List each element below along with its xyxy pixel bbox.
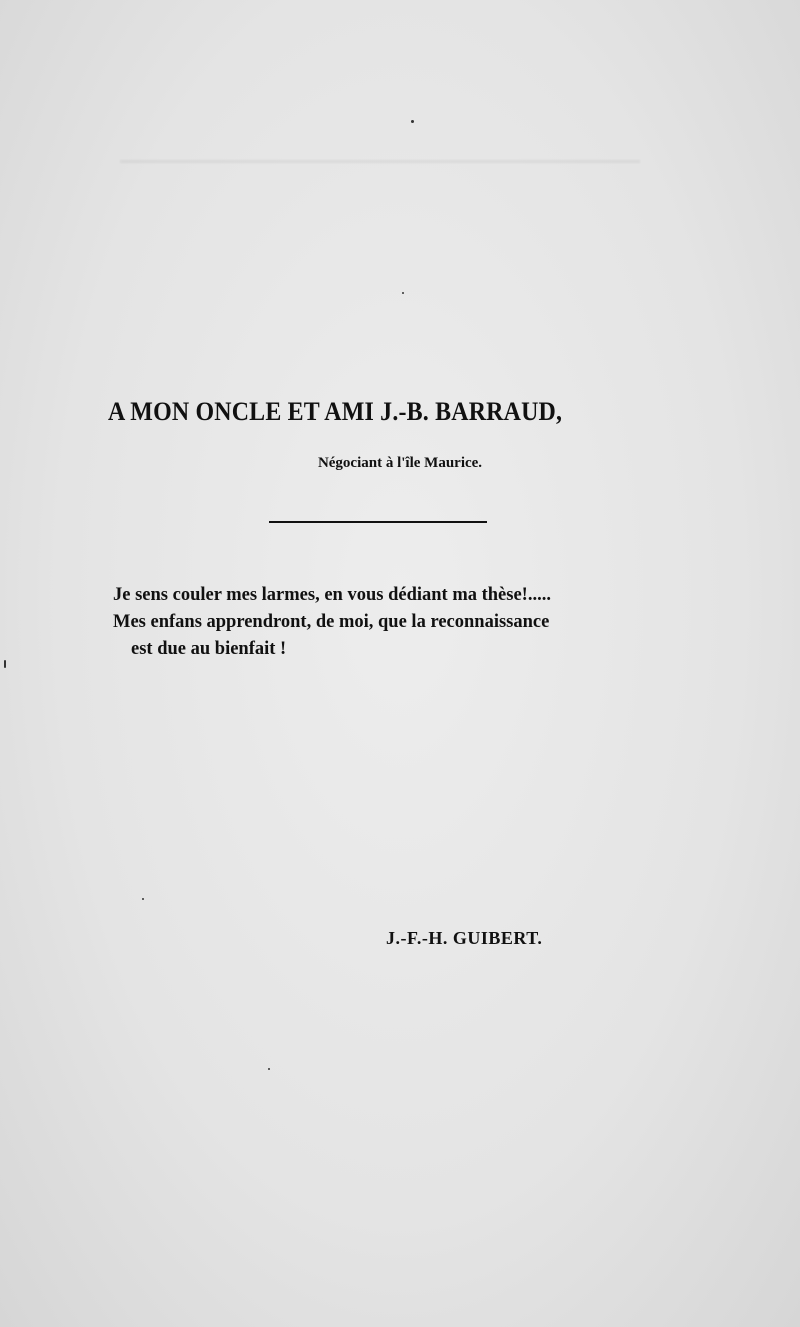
signature: J.-F.-H. GUIBERT. (386, 928, 543, 948)
bleed-through-heading (0, 218, 800, 265)
dedication-subtitle: Négociant à l'île Maurice. (317, 455, 483, 471)
message-line: est due au bienfait ! (131, 639, 287, 659)
message-line: Mes enfans apprendront, de moi, que la reconnaissance (113, 612, 550, 632)
message-line: Je sens couler mes larmes, en vous dédiant ma thèse!..... (113, 585, 551, 605)
speck (411, 120, 414, 123)
speck (268, 1068, 270, 1070)
speck (402, 292, 404, 294)
speck (142, 898, 144, 900)
dedication-title: A MON ONCLE ET AMI J.-B. BARRAUD, (108, 397, 563, 426)
divider-rule (269, 521, 487, 523)
speck (4, 660, 6, 668)
bleed-through-rule (120, 160, 640, 163)
dedication-message (113, 582, 653, 663)
